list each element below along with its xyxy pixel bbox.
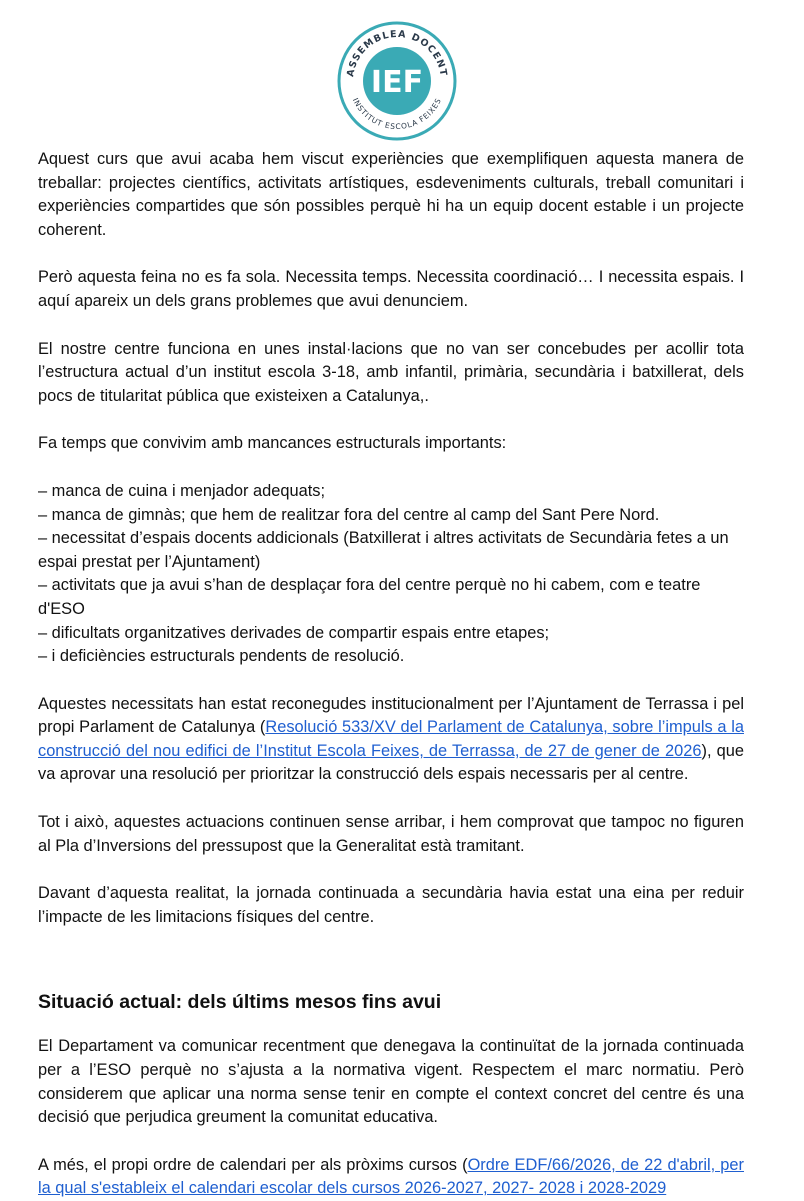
section-heading: Situació actual: dels últims mesos fins avui bbox=[38, 991, 442, 1014]
paragraph-continuous-schedule: Davant d’aquesta realitat, la jornada continuada a secundària havia estat una eina per reduir l’impacte de les limitacions físiques del centre. bbox=[38, 884, 744, 926]
paragraph-facilities: El nostre centre funciona en unes instal·lacions que no van ser concebudes per acollir tota l’estructura actual d’un institut escola 3-18, amb infantil, primària, secundària i batxillerat, dels pocs de titularitat pública que existeixen a Catalunya,. bbox=[38, 339, 744, 405]
list-item: – necessitat d’espais docents addicionals (Batxillerat i altres activitats de Secundària fetes a un espai prestat per l’Ajuntament) bbox=[38, 529, 729, 571]
paragraph-investment: Tot i això, aquestes actuacions continuen sense arribar, i hem comprovat que tampoc no figuren al Pla d’Inversions del pressupost que la Generalitat està tramitant. bbox=[38, 813, 744, 855]
list-item: – dificultats organitzatives derivades de compartir espais entre etapes; bbox=[38, 623, 550, 642]
paragraph-intro: Aquest curs que avui acaba hem viscut experiències que exemplifiquen aquesta manera de treballar: projectes científics, activitats artístiques, esdeveniments culturals, treball comunitari i experiències compartides que són possibles perquè hi ha un equip docent estable i un projecte coherent. bbox=[38, 150, 744, 239]
deficiencies-list bbox=[38, 480, 744, 669]
logo-seal-icon bbox=[336, 20, 458, 142]
calendar-text-before: A més, el propi ordre de calendari per als pròxims cursos ( bbox=[38, 1155, 468, 1174]
paragraph-calendar bbox=[38, 1154, 744, 1201]
assemblea-docent-logo bbox=[336, 20, 458, 142]
recognition-text-after: ), que va aprovar una resolució per prioritzar la construcció dels espais necessaris per al centre. bbox=[38, 741, 744, 784]
paragraph-department: El Departament va comunicar recentment que denegava la continuïtat de la jornada continuada per a l’ESO perquè no s’ajusta a la normativa vigent. Respectem el marc normatiu. Però considerem que aplicar una norma sense tenir en compte el context concret del centre és una decisió que perjudica greument la comunitat educativa. bbox=[38, 1037, 744, 1127]
paragraph-work: Però aquesta feina no es fa sola. Necessita temps. Necessita coordinació… I necessita espais. I aquí apareix un dels grans problemes que avui denunciem. bbox=[38, 268, 744, 310]
resolution-533-link[interactable]: Resolució 533/XV del Parlament de Catalunya, sobre l’impuls a la construcció del nou edifici de l’Institut Escola Feixes, de Terrassa, de 27 de gener de 2026 bbox=[38, 718, 744, 760]
logo-center-text: IEF bbox=[370, 65, 424, 100]
logo-top-text: ASSEMBLEA DOCENT bbox=[345, 28, 449, 78]
list-item: – manca de gimnàs; que hem de realitzar fora del centre al camp del Sant Pere Nord. bbox=[38, 505, 660, 524]
paragraph-recognition bbox=[38, 693, 744, 787]
list-item: – activitats que ja avui s’han de desplaçar fora del centre perquè no hi cabem, com e teatre d'ESO bbox=[38, 576, 701, 618]
list-item: – i deficiències estructurals pendents de resolució. bbox=[38, 647, 405, 666]
paragraph-deficiencies-intro: Fa temps que convivim amb mancances estructurals importants: bbox=[38, 434, 507, 453]
logo-bottom-text: INSTITUT ESCOLA FEIXES bbox=[350, 96, 444, 132]
recognition-text-before: Aquestes necessitats han estat reconegudes institucionalment per l’Ajuntament de Terrassa i pel propi Parlament de Catalunya ( bbox=[38, 694, 744, 737]
order-edf-66-2026-link[interactable]: Ordre EDF/66/2026, de 22 d'abril, per la qual s'estableix el calendari escolar dels cursos 2026-2027, 2027- 2028 i 2028-2029 bbox=[38, 1155, 744, 1198]
document-body bbox=[38, 148, 744, 1201]
list-item: – manca de cuina i menjador adequats; bbox=[38, 481, 326, 500]
